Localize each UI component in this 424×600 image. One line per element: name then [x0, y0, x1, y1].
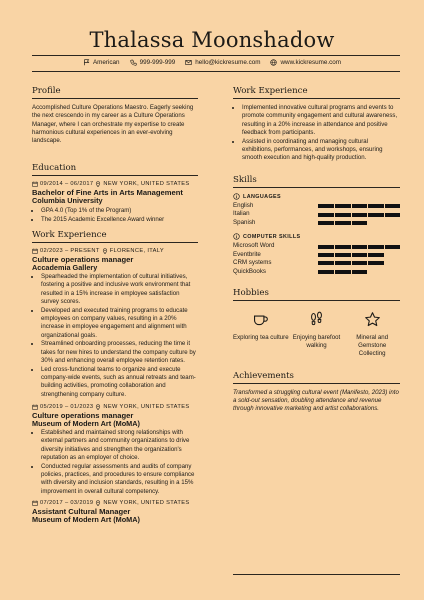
contact-phone[interactable]	[130, 59, 176, 66]
info-circle-icon	[233, 233, 240, 240]
job-role: Assistant Cultural Manager	[32, 507, 131, 517]
skill-level-divider	[351, 245, 352, 249]
education-section	[32, 163, 198, 224]
calendar-icon	[32, 181, 38, 187]
job-dates: 02/2023 – PRESENT	[40, 247, 100, 254]
skill-level-divider	[334, 261, 335, 265]
footer-divider	[233, 574, 400, 575]
list-item: • Streamlined onboarding processes, reducing the time it takes for new hires to understand the company culture by 30% and enhancing overall employee retention rates.	[41, 340, 198, 365]
website-text: www.kickresume.com	[280, 59, 342, 66]
skill-level-divider	[367, 270, 368, 274]
hobbies-list	[233, 311, 400, 359]
skill-row	[233, 268, 400, 276]
job-bullets	[233, 104, 400, 163]
skill-name: Spanish	[233, 218, 256, 226]
achievements-section	[233, 371, 400, 414]
education-degree: Bachelor of Fine Arts in Arts Management	[32, 188, 183, 198]
education-entry	[32, 181, 198, 224]
flag-icon	[83, 59, 90, 66]
skill-name: English	[233, 202, 254, 210]
job-location: NEW YORK, UNITED STATES	[103, 403, 190, 410]
candidate-name: Thalassa Moonshadow	[89, 28, 335, 52]
skills-title: Skills	[233, 175, 400, 188]
job-entry	[32, 404, 198, 496]
languages-heading	[233, 193, 400, 200]
hobby-item	[289, 311, 345, 359]
calendar-icon	[32, 248, 38, 254]
education-meta	[32, 181, 198, 187]
skill-level-bar	[318, 204, 400, 208]
phone-text: 999-999-999	[139, 59, 176, 66]
skill-level-divider	[384, 261, 385, 265]
location-pin-icon	[95, 404, 101, 410]
star-icon	[364, 311, 381, 328]
skill-level-divider	[367, 204, 368, 208]
skill-level-divider	[351, 261, 352, 265]
job-location: FLORENCE, ITALY	[109, 247, 165, 254]
hobby-label: Enjoying barefoot walking	[292, 333, 341, 350]
skill-level-divider	[351, 253, 352, 257]
list-item: • Spearheaded the implementation of cultural initiatives, fostering a positive and inclusive work environment that resulted in a 15% increase in employee satisfaction survey scores.	[41, 273, 198, 306]
skill-level-divider	[367, 253, 368, 257]
skill-level-divider	[351, 204, 352, 208]
profile-text: Accomplished Culture Operations Maestro. Eagerly seeking the next crescendo in my career as a Culture Operations Manager, where I can orchestrate my expertise to create harmonious cultural experiences in an ever-evolving landscape.	[32, 104, 194, 145]
list-item: • Developed and executed training programs to educate employees on company values, resulting in a 20% increase in employee engagement and alignment with organizational goals.	[41, 307, 198, 340]
skill-level-divider	[351, 213, 352, 217]
skill-level-divider	[334, 213, 335, 217]
skill-level-divider	[367, 261, 368, 265]
job-bullets	[32, 273, 198, 399]
skill-level-bar	[318, 213, 400, 217]
calendar-icon	[32, 404, 38, 410]
skill-row	[233, 242, 400, 250]
skill-level-divider	[384, 270, 385, 274]
contact-nationality	[83, 59, 120, 66]
phone-icon	[130, 59, 137, 66]
skill-level-divider	[384, 204, 385, 208]
skill-level-divider	[334, 204, 335, 208]
location-pin-icon	[95, 500, 101, 506]
languages-list	[233, 202, 400, 227]
globe-icon	[270, 59, 277, 66]
job-org: Museum of Modern Art (MoMA)	[32, 418, 140, 428]
education-title: Education	[32, 163, 198, 176]
hobby-label: Exploring tea culture	[233, 333, 289, 341]
email-icon	[185, 59, 192, 66]
skill-name: Eventbrite	[233, 250, 261, 258]
job-dates: 05/2019 – 01/2023	[40, 403, 94, 410]
list-item: • The 2015 Academic Excellence Award winner	[41, 216, 198, 224]
skill-level-fill	[318, 221, 367, 225]
achievements-title: Achievements	[233, 371, 400, 384]
calendar-icon	[32, 500, 38, 506]
info-circle-icon	[233, 193, 240, 200]
job-bullets	[32, 429, 198, 496]
skills-section	[233, 175, 400, 276]
nationality-text: American	[92, 59, 120, 66]
skill-level-divider	[384, 253, 385, 257]
skill-name: Microsoft Word	[233, 242, 275, 250]
skill-name: QuickBooks	[233, 267, 267, 275]
header-divider-bottom	[32, 71, 400, 72]
location-pin-icon	[95, 181, 101, 187]
work-experience-title: Work Experience	[32, 230, 198, 243]
skill-name: Italian	[233, 210, 250, 218]
work-experience-section	[32, 230, 198, 525]
skill-level-fill	[318, 270, 367, 274]
skill-level-fill	[318, 204, 400, 208]
job-dates: 07/2017 – 03/2019	[40, 500, 94, 507]
left-column	[32, 86, 198, 525]
job-role: Culture operations manager	[32, 254, 134, 264]
education-dates: 09/2014 – 06/2017	[40, 181, 94, 188]
skill-level-divider	[351, 270, 352, 274]
skill-level-divider	[334, 270, 335, 274]
list-item: • Established and maintained strong relationships with external partners and community organizations to drive diversity initiatives and strengthen the organization's reputation as an employer of choice.	[41, 429, 198, 462]
email-text: hello@kickresume.com	[195, 59, 261, 66]
contact-website[interactable]	[270, 59, 341, 66]
job-org: Museum of Modern Art (MoMA)	[32, 515, 140, 525]
education-bullets	[32, 207, 198, 224]
skill-level-divider	[367, 221, 368, 225]
location-pin-icon	[102, 248, 108, 254]
skill-level-divider	[334, 245, 335, 249]
hobby-label: Mineral and Gemstone Collecting	[356, 333, 389, 358]
contact-bar	[0, 59, 424, 66]
footprints-icon	[308, 311, 325, 328]
contact-email[interactable]	[185, 59, 260, 66]
header-divider-top	[32, 55, 400, 56]
skill-level-divider	[384, 213, 385, 217]
education-school: Columbia University	[32, 196, 103, 206]
skill-row	[233, 259, 400, 267]
education-location: NEW YORK, UNITED STATES	[103, 181, 190, 188]
skill-level-bar	[318, 261, 400, 265]
list-item: • Led cross-functional teams to organize and execute company-wide events, such as annual retreats and team-building activities, promoting collaboration and strengthening company culture.	[41, 366, 198, 399]
skill-level-divider	[351, 221, 352, 225]
skill-level-bar	[318, 253, 400, 257]
skill-level-bar	[318, 270, 400, 274]
skill-level-divider	[334, 253, 335, 257]
skill-level-divider	[367, 213, 368, 217]
hobbies-title: Hobbies	[233, 288, 400, 301]
computer-skills-label: COMPUTER SKILLS	[243, 233, 301, 240]
list-item: • Conducted regular assessments and audits of company policies, practices, and procedures to ensure compliance with diversity and inclusion standards, resulting in a 15% improvement in overall cultural competency.	[41, 463, 198, 496]
skill-row	[233, 219, 400, 227]
skill-level-fill	[318, 245, 400, 249]
skill-row	[233, 251, 400, 259]
job-location: NEW YORK, UNITED STATES	[103, 500, 190, 507]
skill-row	[233, 210, 400, 218]
skill-level-bar	[318, 221, 400, 225]
job-meta	[32, 404, 198, 410]
skill-level-divider	[367, 245, 368, 249]
skill-level-divider	[384, 245, 385, 249]
skill-level-bar	[318, 245, 400, 249]
hobbies-section	[233, 288, 400, 359]
skill-row	[233, 202, 400, 210]
languages-label: LANGUAGES	[243, 193, 282, 200]
list-item: • Assisted in coordinating and managing cultural exhibitions, performances, and workshops, ensuring smooth execution and high-quality production.	[242, 138, 400, 163]
job-entry	[32, 500, 198, 525]
skill-level-divider	[384, 221, 385, 225]
skill-name: CRM systems	[233, 259, 272, 267]
computer-skills-heading	[233, 233, 400, 240]
list-item: • GPA 4.0 (Top 1% of the Program)	[41, 207, 198, 215]
job-entry	[32, 248, 198, 399]
job-role: Culture operations manager	[32, 410, 134, 420]
job-meta	[32, 248, 198, 254]
tea-cup-icon	[252, 311, 269, 328]
profile-section	[32, 86, 198, 145]
skill-level-divider	[334, 221, 335, 225]
profile-title: Profile	[32, 86, 198, 99]
job-meta	[32, 500, 198, 506]
right-column	[233, 86, 400, 413]
hobby-item	[344, 311, 400, 359]
skill-level-fill	[318, 213, 400, 217]
job-org: Accademia Gallery	[32, 262, 98, 272]
list-item: • Implemented innovative cultural programs and events to promote community engagement and cultural awareness, resulting in a 20% increase in attendance and positive feedback from participants.	[242, 104, 400, 137]
work-experience-continued-title: Work Experience	[233, 86, 400, 99]
work-experience-continued-section	[233, 86, 400, 163]
computer-skills-list	[233, 242, 400, 276]
hobby-item	[233, 311, 289, 359]
achievements-text: Transformed a struggling cultural event (Manifesto, 2023) into a sold-out sensation, doubling attendance and revenue through innovative marketing and artist collaborations.	[233, 388, 399, 413]
